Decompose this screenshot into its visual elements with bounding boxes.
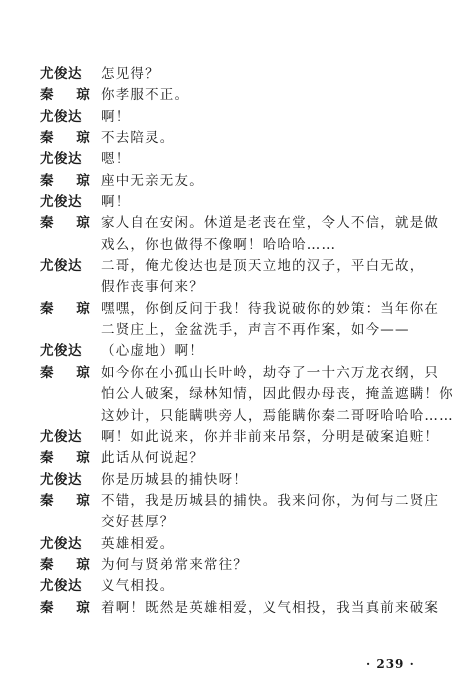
dialogue-line <box>40 341 440 362</box>
dialogue-text: 义气相投。 <box>101 578 175 595</box>
dialogue-line <box>40 277 440 298</box>
speaker-name: 尤俊达 <box>40 258 82 275</box>
dialogue-line <box>40 149 440 170</box>
dialogue-line <box>40 256 440 277</box>
dialogue-text: 戏么，你也做得不像啊！哈哈哈…… <box>101 236 337 253</box>
dialogue-text: 不去陪灵。 <box>101 130 175 147</box>
dialogue-line <box>40 320 440 341</box>
dialogue-text: （心虚地）啊！ <box>101 343 204 360</box>
dialogue-text: 这妙计，只能瞒哄旁人，焉能瞒你秦二哥呀哈哈哈…… <box>101 407 454 424</box>
speaker-name: 秦 琼 <box>40 599 99 616</box>
dialogue-line <box>40 555 440 576</box>
speaker-name: 秦 琼 <box>40 215 99 232</box>
dialogue-text: 交好甚厚？ <box>101 514 175 531</box>
speaker-name: 秦 琼 <box>40 87 99 104</box>
speaker-name: 秦 琼 <box>40 492 99 509</box>
dialogue-line <box>40 85 440 106</box>
dialogue-line <box>40 363 440 384</box>
dialogue-line <box>40 384 454 405</box>
dialogue-line <box>40 491 440 512</box>
speaker-name: 尤俊达 <box>40 151 82 168</box>
speaker-name: 尤俊达 <box>40 535 82 552</box>
dialogue-text: 二哥，俺尤俊达也是顶天立地的汉子，平白无故， <box>101 258 425 275</box>
dialogue-line <box>40 470 440 491</box>
speaker-name: 秦 琼 <box>40 364 99 381</box>
dialogue-text: 此话从何说起？ <box>101 450 204 467</box>
dialogue-line <box>40 448 440 469</box>
speaker-name: 尤俊达 <box>40 194 82 211</box>
dialogue-text: 怎见得？ <box>101 66 160 82</box>
script-lines <box>40 64 454 619</box>
dialogue-line <box>40 576 440 597</box>
dialogue-text: 嘿嘿，你倒反问于我！待我说破你的妙策：当年你在 <box>101 300 440 317</box>
page-number: · 239 · <box>366 657 415 671</box>
dialogue-text: 二贤庄上，金盆洗手，声言不再作案，如今—— <box>101 322 410 339</box>
dialogue-text: 如今你在小孤山长叶岭，劫夺了一十六万龙衣纲，只 <box>101 364 440 381</box>
speaker-name: 尤俊达 <box>40 471 82 488</box>
dialogue-line <box>40 107 440 128</box>
dialogue-line <box>40 598 440 619</box>
dialogue-text: 你孝服不正。 <box>101 87 190 104</box>
dialogue-text: 怕公人破案，绿林知情，因此假办母丧，掩盖遮瞒！你 <box>101 386 454 403</box>
dialogue-text: 不错，我是历城县的捕快。我来问你，为何与二贤庄 <box>101 492 440 509</box>
dialogue-text: 英雄相爱。 <box>101 535 175 552</box>
dialogue-line <box>40 213 440 234</box>
speaker-name: 秦 琼 <box>40 300 99 317</box>
dialogue-text: 啊！如此说来，你并非前来吊祭，分明是破案追赃！ <box>101 428 440 445</box>
dialogue-text: 你是历城县的捕快呀！ <box>101 471 248 488</box>
dialogue-line <box>40 171 440 192</box>
dialogue-text: 家人自在安闲。休道是老丧在堂，令人不信，就是做 <box>101 215 440 232</box>
dialogue-line <box>40 512 440 533</box>
speaker-name: 秦 琼 <box>40 556 99 573</box>
dialogue-line <box>40 192 440 213</box>
dialogue-line <box>40 299 440 320</box>
speaker-name: 秦 琼 <box>40 450 99 467</box>
dialogue-text: 啊！ <box>101 194 131 211</box>
dialogue-text: 座中无亲无友。 <box>101 172 204 189</box>
speaker-name: 尤俊达 <box>40 66 82 82</box>
dialogue-line <box>40 534 440 555</box>
speaker-name: 尤俊达 <box>40 108 82 125</box>
speaker-name: 秦 琼 <box>40 130 99 147</box>
speaker-name: 尤俊达 <box>40 578 82 595</box>
dialogue-text: 为何与贤弟常来常往？ <box>101 556 248 573</box>
dialogue-line <box>40 427 440 448</box>
dialogue-line <box>40 235 440 256</box>
dialogue-text: 假作丧事何来？ <box>101 279 204 296</box>
dialogue-line <box>40 128 440 149</box>
dialogue-line <box>40 64 440 85</box>
speaker-name: 尤俊达 <box>40 428 82 445</box>
dialogue-text: 嗯！ <box>101 151 131 168</box>
dialogue-line <box>40 406 454 427</box>
speaker-name: 尤俊达 <box>40 343 82 360</box>
speaker-name: 秦 琼 <box>40 172 99 189</box>
dialogue-text: 啊！ <box>101 108 131 125</box>
dialogue-text: 着啊！既然是英雄相爱，义气相投，我当真前来破案 <box>101 599 440 616</box>
